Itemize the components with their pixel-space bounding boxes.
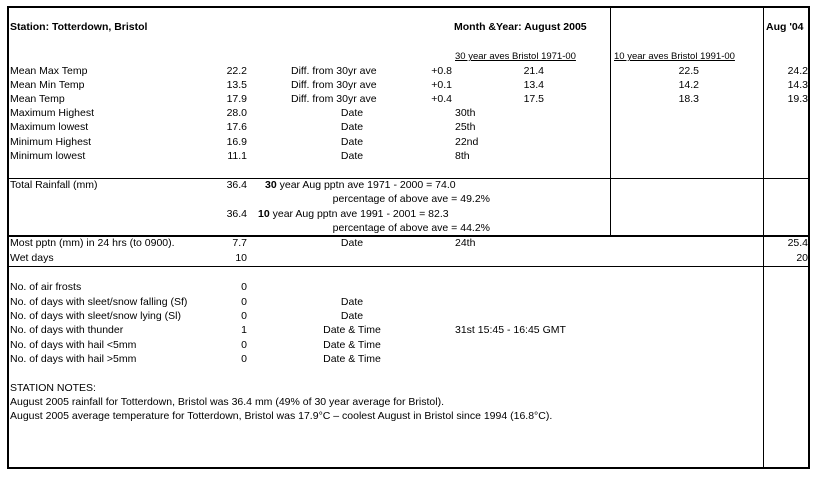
temp-label: Mean Min Temp	[10, 79, 85, 91]
days-label: No. of days with hail <5mm	[10, 339, 137, 351]
pptn-value: 7.7	[232, 237, 247, 249]
extreme-date-label: Date	[340, 107, 364, 119]
temp-ave30: 13.4	[523, 79, 544, 91]
extreme-label: Minimum Highest	[10, 136, 92, 148]
extreme-date-label: Date	[340, 150, 364, 162]
days-date-label: Date	[340, 296, 364, 308]
days-value: 0	[241, 339, 247, 351]
temp-diff-label: Diff. from 30yr ave	[291, 65, 377, 77]
rainfall-pct-10yr: percentage of above ave = 44.2%	[332, 222, 490, 234]
temp-diff-label: Diff. from 30yr ave	[291, 79, 377, 91]
days-date-label: Date & Time	[323, 324, 381, 336]
temp-diff: +0.8	[431, 65, 452, 77]
col-header-30yr: 30 year aves Bristol 1971-00	[455, 51, 576, 62]
temp-prev: 19.3	[787, 93, 808, 105]
days-date-label: Date & Time	[323, 339, 381, 351]
temp-label: Mean Max Temp	[10, 65, 88, 77]
days-label: No. of days with sleet/snow falling (Sf)	[10, 296, 188, 308]
temp-value: 22.2	[226, 65, 247, 77]
days-value: 0	[241, 353, 247, 365]
temp-ave30: 17.5	[523, 93, 544, 105]
extreme-date-label: Date	[340, 121, 364, 133]
notes-line: August 2005 average temperature for Totterdown, Bristol was 17.9°C – coolest August in Bristol since 1994 (16.8°C).	[10, 410, 553, 422]
days-label: No. of days with thunder	[10, 324, 124, 336]
extreme-value: 16.9	[226, 136, 247, 148]
notes-title: STATION NOTES:	[10, 382, 96, 394]
extreme-value: 11.1	[227, 150, 247, 162]
days-date-label: Date & Time	[323, 353, 381, 365]
wet-days-value: 10	[235, 252, 247, 264]
extreme-date: 8th	[455, 150, 470, 162]
extreme-label: Maximum lowest	[10, 121, 89, 133]
rainfall-10yr-text: year Aug pptn ave 1991 - 2001 = 82.3	[269, 208, 449, 220]
days-value: 0	[241, 281, 247, 293]
border-right	[808, 6, 810, 469]
temp-value: 13.5	[226, 79, 247, 91]
wet-days-label: Wet days	[10, 252, 54, 264]
extreme-date-label: Date	[340, 136, 364, 148]
col-header-10yr: 10 year aves Bristol 1991-00	[614, 51, 735, 62]
days-date-label: Date	[340, 310, 364, 322]
temp-label: Mean Temp	[10, 93, 65, 105]
rainfall-30yr-num: 30	[265, 179, 277, 191]
temp-diff: +0.1	[431, 79, 452, 91]
days-label: No. of days with hail >5mm	[10, 353, 137, 365]
pptn-label: Most pptn (mm) in 24 hrs (to 0900).	[10, 237, 175, 249]
temp-diff: +0.4	[431, 93, 452, 105]
compare-year-label: Aug '04	[766, 21, 804, 33]
pptn-prev: 25.4	[787, 237, 808, 249]
days-label: No. of days with sleet/snow lying (Sl)	[10, 310, 181, 322]
rainfall-value-2: 36.4	[226, 208, 247, 220]
days-value: 1	[241, 324, 247, 336]
extreme-value: 17.6	[226, 121, 247, 133]
month-year: Month &Year: August 2005	[454, 21, 587, 33]
rainfall-10yr-num: 10	[258, 208, 270, 220]
extreme-date: 25th	[455, 121, 476, 133]
extreme-date: 30th	[455, 107, 476, 119]
rainfall-10yr-line	[258, 208, 449, 221]
temp-ave10: 14.2	[678, 79, 699, 91]
temp-prev: 14.3	[787, 79, 808, 91]
days-value: 0	[241, 310, 247, 322]
extreme-label: Minimum lowest	[10, 150, 86, 162]
rainfall-label: Total Rainfall (mm)	[10, 179, 98, 191]
days-label: No. of air frosts	[10, 281, 82, 293]
extreme-label: Maximum Highest	[10, 107, 95, 119]
pptn-date: 24th	[455, 237, 476, 249]
days-date: 31st 15:45 - 16:45 GMT	[455, 324, 566, 336]
notes-line: August 2005 rainfall for Totterdown, Bristol was 36.4 mm (49% of 30 year average for Bristol).	[10, 396, 445, 408]
border-bottom	[7, 467, 810, 469]
rainfall-30yr-line	[265, 179, 456, 192]
rainfall-30yr-text: year Aug pptn ave 1971 - 2000 = 74.0	[276, 179, 456, 191]
temp-value: 17.9	[226, 93, 247, 105]
pptn-date-label: Date	[340, 237, 364, 249]
temp-diff-label: Diff. from 30yr ave	[291, 93, 377, 105]
border-top	[7, 6, 810, 8]
temp-prev: 24.2	[787, 65, 808, 77]
temp-ave10: 22.5	[678, 65, 699, 77]
divider-10yr	[610, 6, 611, 236]
rainfall-pct-30yr: percentage of above ave = 49.2%	[332, 193, 490, 205]
border-left	[7, 6, 9, 469]
temp-ave30: 21.4	[523, 65, 544, 77]
days-value: 0	[241, 296, 247, 308]
extreme-value: 28.0	[226, 107, 247, 119]
temp-ave10: 18.3	[678, 93, 699, 105]
rule-days-top	[7, 266, 810, 267]
station-title: Station: Totterdown, Bristol	[10, 21, 148, 33]
extreme-date: 22nd	[455, 136, 479, 148]
rainfall-value: 36.4	[226, 179, 247, 191]
wet-days-prev: 20	[796, 252, 808, 264]
